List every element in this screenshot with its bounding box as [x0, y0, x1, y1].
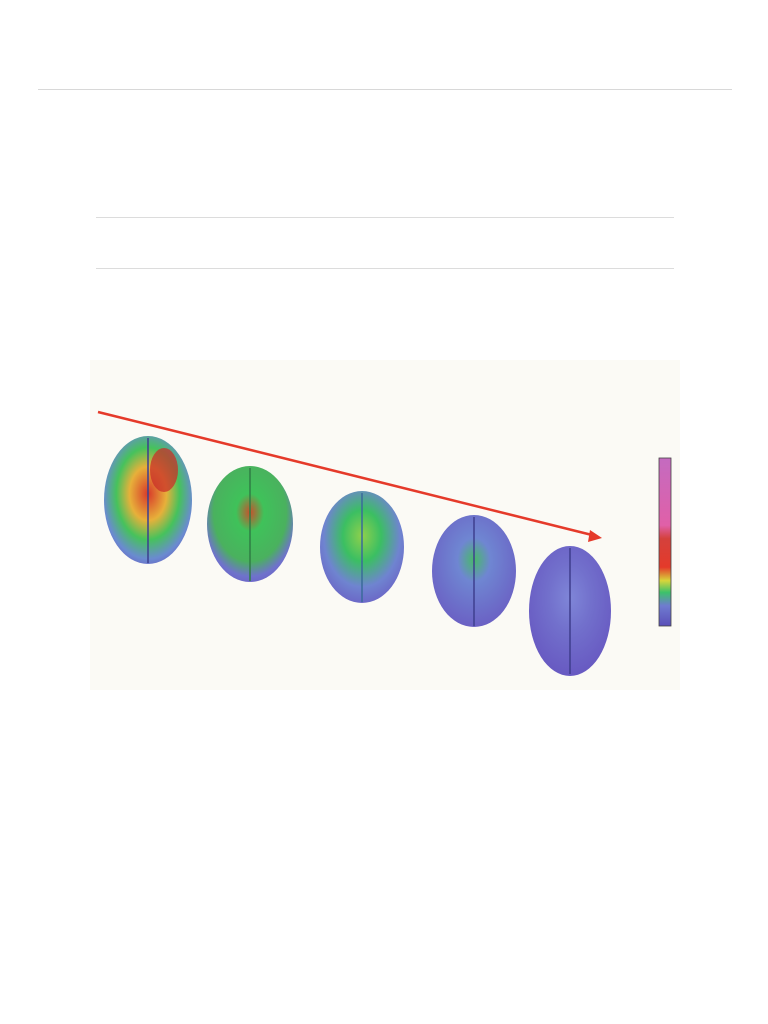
reviewed-meta [367, 222, 372, 236]
header-divider [38, 89, 732, 90]
source-meta [367, 247, 372, 261]
brain-figure-svg [90, 360, 680, 690]
published-meta [96, 222, 101, 236]
brain-age-20 [529, 546, 611, 676]
gray-matter-scale [659, 458, 671, 626]
brain-age-5 [104, 436, 192, 564]
age-arrow-head [588, 530, 602, 542]
meta-divider-top [96, 217, 674, 218]
meta-divider-bottom [96, 268, 674, 269]
brain-development-figure [90, 360, 680, 690]
page-title [96, 118, 656, 160]
brain-age-16 [432, 515, 516, 627]
print-header [0, 18, 768, 32]
brain-age-9 [207, 466, 293, 582]
brain-age-13 [320, 491, 404, 603]
author-meta [96, 247, 101, 261]
